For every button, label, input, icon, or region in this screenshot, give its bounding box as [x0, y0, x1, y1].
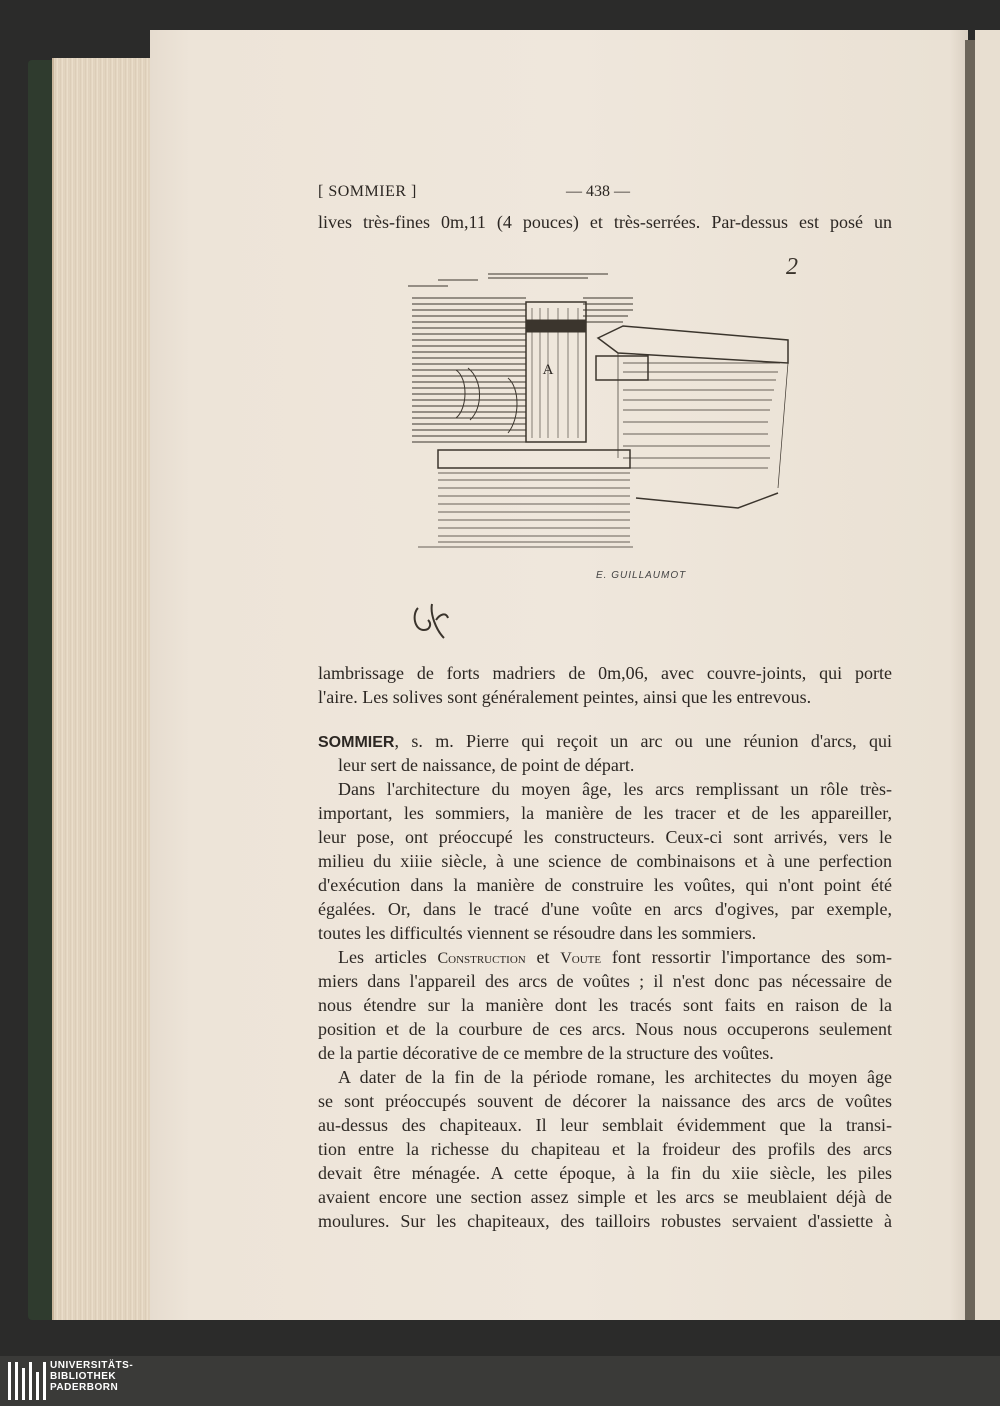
entry-line: leur sert de naissance, de point de départ. — [338, 755, 635, 775]
para3-between: et — [525, 947, 561, 967]
figure-capital-block — [598, 326, 788, 363]
figure-base-molding — [438, 450, 630, 468]
handwritten-figure-number: 2 — [786, 254, 798, 280]
top-text-line: lives très-fines 0m,11 (4 pouces) et très-serrées. Par-dessus est posé un — [318, 212, 892, 232]
para4-line: tion entre la richesse du chapiteau et la froideur des profils des arcs — [318, 1139, 892, 1159]
entry-definition: , s. m. Pierre qui reçoit un arc ou une réunion d'arcs, qui — [394, 731, 892, 751]
para4-line: devait être ménagée. A cette époque, à la fin du xiie siècle, les piles — [318, 1163, 892, 1183]
figure-crossbeam — [596, 356, 648, 380]
para4-line: se sont préoccupés souvent de décorer la naissance des arcs de voûtes — [318, 1091, 892, 1111]
library-name-line: UNIVERSITÄTS- — [50, 1360, 134, 1371]
running-header — [318, 183, 892, 207]
entry-term: SOMMIER — [318, 734, 395, 751]
para3-suffix: font ressortir l'importance des som- — [601, 947, 893, 967]
engraver-credit: E. GUILLAUMOT — [596, 570, 687, 581]
para3-line: miers dans l'appareil des arcs de voûtes ; il n'est donc pas nécessaire de — [318, 971, 892, 991]
para3-prefix: Les articles — [338, 947, 438, 967]
library-logo-text[interactable] — [50, 1360, 133, 1393]
para2-line: toutes les difficultés viennent se résoudre dans les sommiers. — [318, 923, 757, 943]
figure-top-ledge — [408, 274, 608, 286]
entry-heading-line — [318, 729, 892, 755]
page-number: — 438 — — [566, 183, 630, 200]
page-stack-edges — [52, 58, 164, 1320]
para2-line: Dans l'architecture du moyen âge, les arcs remplissant un rôle très- — [338, 779, 892, 799]
para4-line: au-dessus des chapiteaux. Il leur semblait évidemment que la transi- — [318, 1115, 892, 1135]
para2-line: important, les sommiers, la manière de les tracer et de les appareiller, — [318, 803, 892, 823]
engraving-figure — [408, 268, 798, 553]
para2-line: égalées. Or, dans le tracé d'une voûte en arcs d'ogives, par exemple, — [318, 899, 892, 919]
para4-line: avaient encore une section assez simple et les arcs se meublaient déjà de — [318, 1187, 892, 1207]
library-name-line: PADERBORN — [50, 1382, 119, 1393]
header-section: [ SOMMIER ] — [318, 183, 417, 200]
para2-line: d'exécution dans la manière de construire les voûtes, qui n'ont point été — [318, 875, 892, 895]
para1-line: lambrissage de forts madriers de 0m,06, avec couvre-joints, qui porte — [318, 663, 892, 683]
para2-line: leur pose, ont préoccupé les constructeurs. Ceux-ci sont arrivés, vers le — [318, 827, 892, 847]
para3-line: de la partie décorative de ce membre de la structure des voûtes. — [318, 1043, 774, 1063]
figure-wall-hatching — [412, 298, 633, 442]
para3-line: nous étendre sur la manière dont les tracés sont faits en raison de la — [318, 995, 892, 1015]
monogram-mark — [410, 600, 460, 642]
library-logo-icon — [8, 1362, 46, 1400]
library-footer-bar — [0, 1356, 1000, 1406]
para4-line: A dater de la fin de la période romane, les architectes du moyen âge — [338, 1067, 892, 1087]
crossref-voute: Voute — [560, 950, 602, 967]
para3-line: position et de la courbure de ces arcs. Nous nous occuperons seulement — [318, 1019, 892, 1039]
crossref-construction: Construction — [437, 950, 526, 967]
library-name-line: BIBLIOTHEK — [50, 1371, 117, 1382]
figure-label-A: A — [542, 362, 554, 378]
figure-pier-cap — [526, 320, 586, 332]
para4-line: moulures. Sur les chapiteaux, des tailloirs robustes servaient d'assiette à — [318, 1211, 892, 1231]
para1-line: l'aire. Les solives sont généralement peintes, ainsi que les entrevous. — [318, 687, 812, 707]
facing-page-edge — [975, 30, 1000, 1320]
para2-line: milieu du xiiie siècle, à une science de combinaisons et à une perfection — [318, 851, 892, 871]
para3-first-line — [338, 945, 892, 971]
